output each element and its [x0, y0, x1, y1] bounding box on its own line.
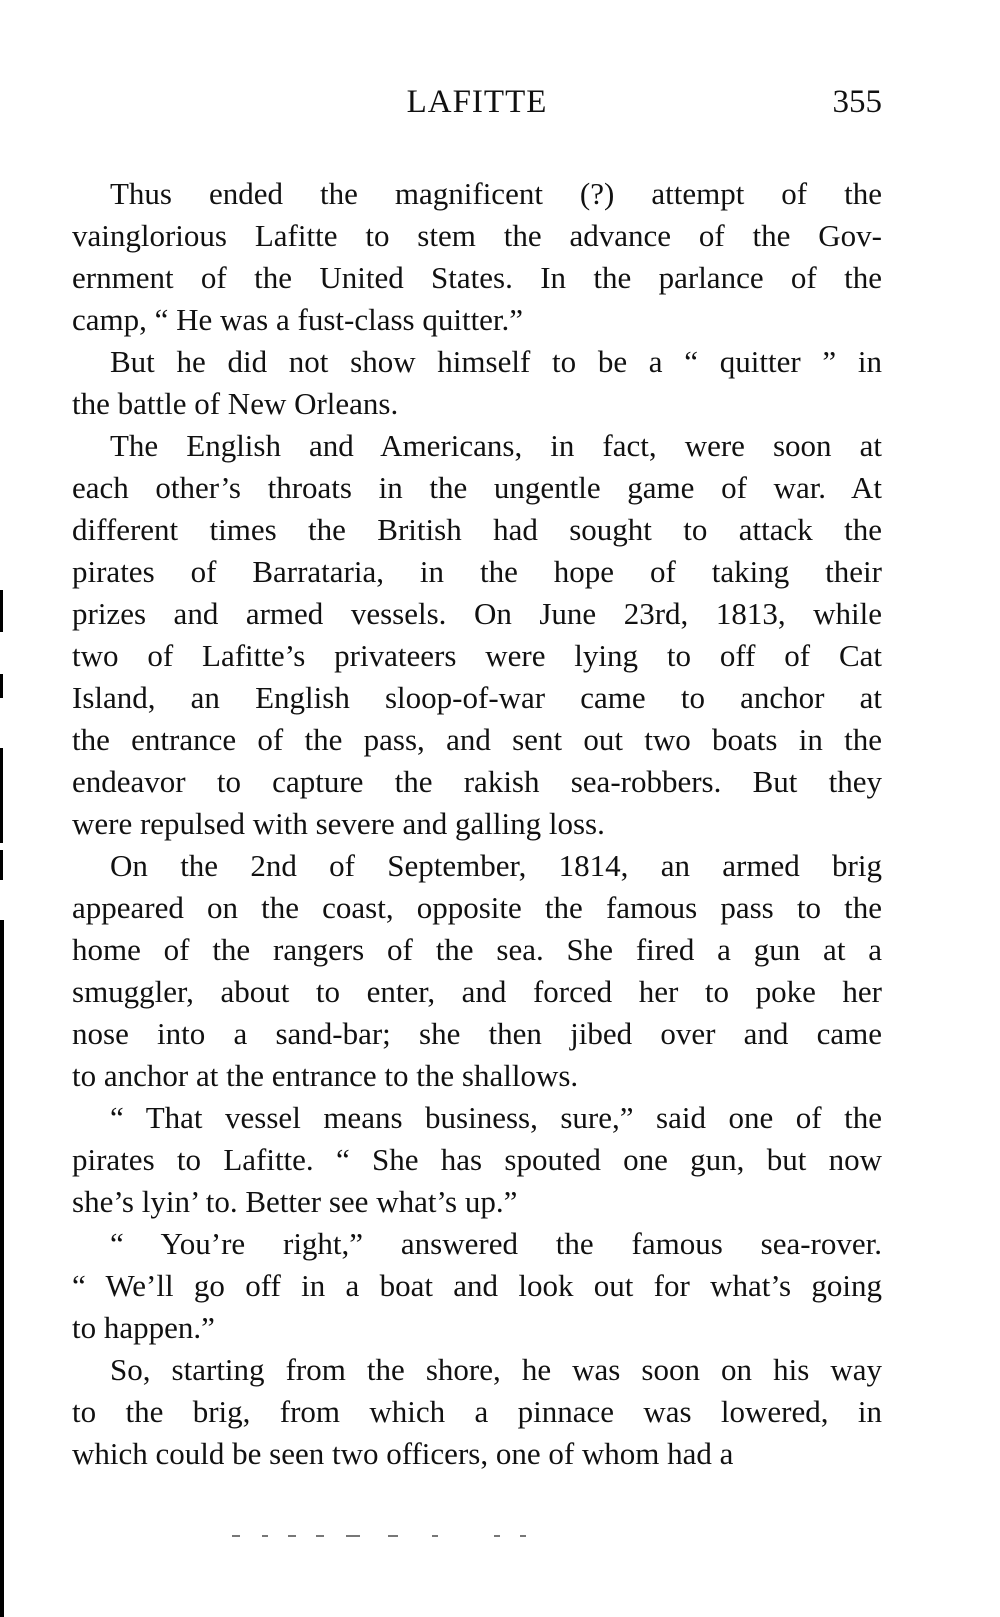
paragraph	[72, 1097, 882, 1223]
text-line: to anchor at the entrance to the shallows.	[72, 1058, 579, 1093]
text-line: which could be seen two officers, one of whom had a	[72, 1436, 734, 1471]
text-line: But he did not show himself to be a “ quitter ” in	[110, 344, 882, 379]
binding-edge-mark	[0, 748, 3, 843]
text-line: to the brig, from which a pinnace was lowered, in	[72, 1394, 882, 1429]
text-line: were repulsed with severe and galling loss.	[72, 806, 605, 841]
text-line: she’s lyin’ to. Better see what’s up.”	[72, 1184, 518, 1219]
text-line: “ We’ll go off in a boat and look out for what’s going	[72, 1268, 882, 1303]
text-line: two of Lafitte’s privateers were lying to off of Cat	[72, 638, 882, 673]
paragraph	[72, 425, 882, 845]
text-line: appeared on the coast, opposite the famous pass to the	[72, 890, 882, 925]
text-line: Thus ended the magnificent (?) attempt of the	[110, 176, 882, 211]
binding-edge-mark	[0, 590, 3, 632]
binding-edge-mark	[0, 920, 4, 1617]
text-line: the battle of New Orleans.	[72, 386, 399, 421]
text-line: camp, “ He was a fust-class quitter.”	[72, 302, 524, 337]
running-head	[72, 84, 882, 128]
text-line: home of the rangers of the sea. She fired a gun at a	[72, 932, 882, 967]
text-line: smuggler, about to enter, and forced her to poke her	[72, 974, 882, 1009]
paragraph	[72, 173, 882, 341]
text-line: to happen.”	[72, 1310, 215, 1345]
text-line: endeavor to capture the rakish sea-robbers. But they	[72, 764, 882, 799]
paragraph	[72, 1223, 882, 1349]
binding-edge-mark	[0, 850, 3, 880]
text-line: “ That vessel means business, sure,” said one of the	[110, 1100, 882, 1135]
text-line: On the 2nd of September, 1814, an armed brig	[110, 848, 882, 883]
paragraph	[72, 845, 882, 1097]
paragraph	[72, 1349, 882, 1475]
text-line: different times the British had sought to attack the	[72, 512, 882, 547]
text-line: ernment of the United States. In the parlance of the	[72, 260, 882, 295]
binding-edge-mark	[0, 674, 3, 698]
text-line: each other’s throats in the ungentle game of war. At	[72, 470, 882, 505]
text-line: pirates to Lafitte. “ She has spouted one gun, but now	[72, 1142, 882, 1177]
body-text	[72, 173, 882, 1475]
paragraph	[72, 341, 882, 425]
text-line: pirates of Barrataria, in the hope of taking their	[72, 554, 882, 589]
printer-marks	[232, 1535, 542, 1539]
text-line: The English and Americans, in fact, were soon at	[110, 428, 882, 463]
running-title: LAFITTE	[406, 84, 548, 120]
page-number: 355	[832, 84, 882, 120]
text-line: So, starting from the shore, he was soon on his way	[110, 1352, 882, 1387]
text-line: vainglorious Lafitte to stem the advance of the Gov-	[72, 218, 882, 253]
text-line: the entrance of the pass, and sent out two boats in the	[72, 722, 882, 757]
text-line: “ You’re right,” answered the famous sea-rover.	[110, 1226, 882, 1261]
text-line: prizes and armed vessels. On June 23rd, 1813, while	[72, 596, 882, 631]
text-line: nose into a sand-bar; she then jibed over and came	[72, 1016, 882, 1051]
text-line: Island, an English sloop-of-war came to anchor at	[72, 680, 882, 715]
